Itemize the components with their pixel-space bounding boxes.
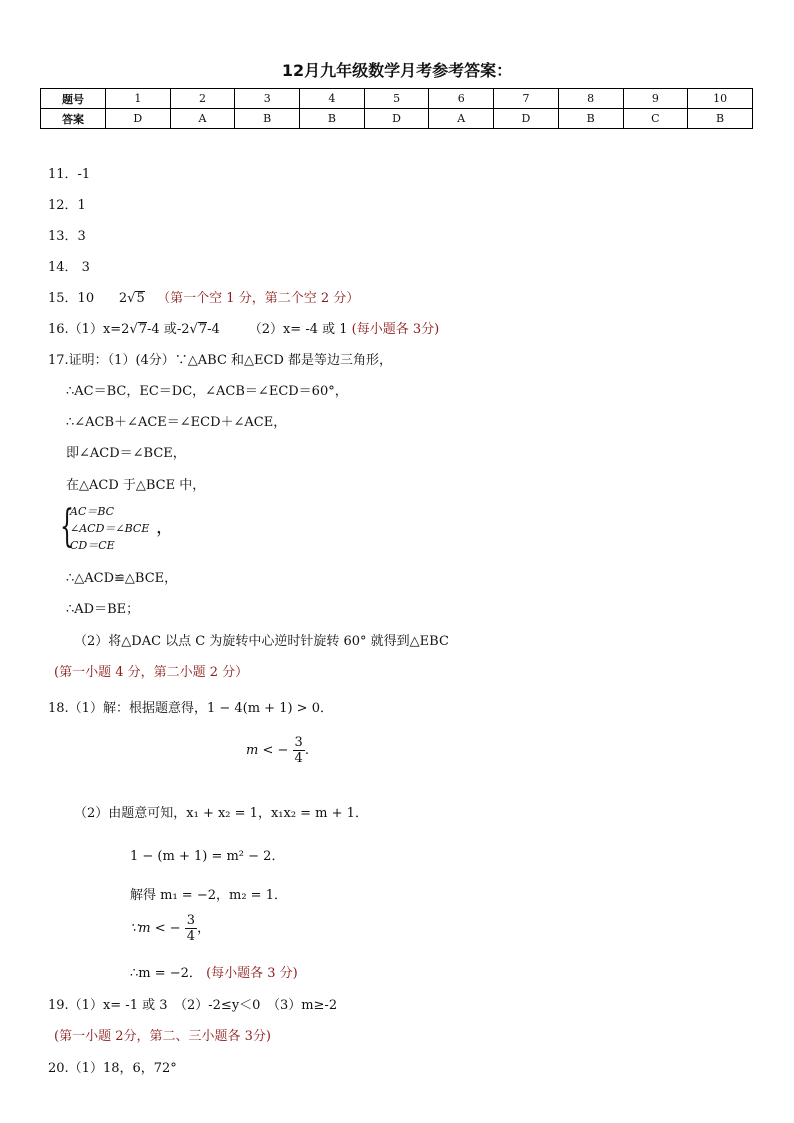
table-cell: 8: [558, 89, 623, 109]
inequality-lhs: ∵m < −: [130, 921, 181, 936]
answer-18-line: 1 − (m + 1) = m² − 2．: [130, 849, 285, 864]
table-cell: 6: [429, 89, 494, 109]
table-cell: A: [170, 109, 235, 129]
table-cell: D: [494, 109, 559, 129]
table-cell: 5: [364, 89, 429, 109]
proof-17-line: 即∠ACD＝∠BCE，: [66, 446, 186, 461]
table-cell: A: [429, 109, 494, 129]
answer-16-part: -4: [207, 322, 220, 337]
brace-condition: AC＝BC: [70, 505, 115, 518]
answer-16-part2: （2）x= -4 或 1: [248, 322, 348, 337]
row-header: 答案: [41, 109, 106, 129]
answer-20: 20.（1）18，6，72°: [48, 1061, 177, 1076]
row-header: 题号: [41, 89, 106, 109]
answer-19: 19.（1）x= -1 或 3 （2）-2≤y＜0 （3）m≥-2: [48, 998, 338, 1013]
radicand: 7: [138, 322, 148, 337]
table-cell: 4: [300, 89, 365, 109]
answer-18-line: 18.（1）解：根据题意得，1 − 4(m + 1) > 0．: [48, 701, 333, 716]
table-cell: 3: [235, 89, 300, 109]
radicand: 5: [136, 291, 145, 306]
answer-15-label: 15．10: [48, 291, 95, 306]
table-cell: D: [106, 109, 171, 129]
coef: 2: [118, 291, 128, 306]
answer-12: 12．1: [48, 198, 86, 213]
score-note: (每小题各 3 分): [206, 966, 298, 981]
answer-18-since: [130, 913, 210, 944]
answer-14: 14． 3: [48, 260, 90, 275]
proof-17-line: 17.证明：（1）(4分）∵△ABC 和△ECD 都是等边三角形，: [48, 353, 393, 368]
proof-17-line: ∴AD＝BE；: [66, 602, 140, 617]
answer-18-final: ∴m = −2．: [130, 966, 202, 981]
table-row: [41, 89, 753, 109]
table-cell: B: [558, 109, 623, 129]
score-note: (第一小题 2分，第二、三小题各 3分): [54, 1029, 271, 1044]
table-cell: B: [300, 109, 365, 129]
table-row: [41, 109, 753, 129]
table-cell: B: [235, 109, 300, 129]
table-cell: B: [688, 109, 753, 129]
proof-17-line: （2）将△DAC 以点 C 为旋转中心逆时针旋转 60° 就得到△EBC: [74, 634, 449, 649]
proof-17-line: 在△ACD 于△BCE 中，: [66, 478, 206, 493]
brace-end: ，: [156, 517, 174, 538]
score-note: (第一小题 4 分，第二小题 2 分）: [54, 665, 249, 680]
answer-16: 16.（1）x=2√7-4 或-2√7-4 （2）x= -4 或 1 (每小题各 3分): [48, 322, 440, 337]
period: .: [304, 743, 309, 758]
answer-table: [40, 88, 753, 129]
answer-13: 13．3: [48, 229, 86, 244]
numerator: 3: [186, 913, 196, 928]
answer-18-inequality: [246, 735, 309, 766]
inequality-lhs: m < −: [246, 743, 289, 758]
comma: ，: [197, 921, 211, 936]
answer-18-line: [130, 962, 298, 981]
brace-symbol: {: [60, 501, 74, 552]
fraction: [185, 913, 197, 944]
table-cell: 9: [623, 89, 688, 109]
numerator: 3: [294, 735, 303, 750]
score-note: (每小题各 3分): [351, 322, 440, 337]
score-note: （第一个空 1 分，第二个空 2 分）: [157, 291, 360, 306]
answer-11: 11．-1: [48, 167, 91, 182]
answer-15: [48, 287, 359, 306]
congruence-brace: [60, 501, 174, 553]
fraction: [293, 735, 305, 766]
proof-17-line: ∴AC＝BC，EC＝DC，∠ACB＝∠ECD＝60°，: [66, 384, 348, 399]
table-cell: D: [364, 109, 429, 129]
brace-condition: CD＝CE: [70, 539, 115, 552]
table-cell: C: [623, 109, 688, 129]
answer-18-line: （2）由题意可知，x₁ + x₂ = 1，x₁x₂ = m + 1．: [74, 806, 368, 821]
answer-18-line: 解得 m₁ = −2，m₂ = 1．: [130, 888, 287, 903]
answer-15-value: 2√5: [118, 291, 145, 306]
table-cell: 10: [688, 89, 753, 109]
answer-16-part: -4 或-2: [147, 322, 190, 337]
answer-16-part: 16.（1）x=2: [48, 322, 130, 337]
table-cell: 1: [106, 89, 171, 109]
denominator: 4: [186, 929, 196, 944]
radicand: 7: [198, 322, 208, 337]
proof-17-line: ∴∠ACB＋∠ACE＝∠ECD＋∠ACE，: [66, 415, 287, 430]
page-title: 12月九年级数学月考参考答案：: [281, 61, 513, 80]
table-cell: 2: [170, 89, 235, 109]
denominator: 4: [294, 751, 303, 766]
table-cell: 7: [494, 89, 559, 109]
proof-17-line: ∴△ACD≌△BCE，: [66, 571, 178, 586]
brace-condition: ∠ACD＝∠BCE: [70, 522, 150, 535]
